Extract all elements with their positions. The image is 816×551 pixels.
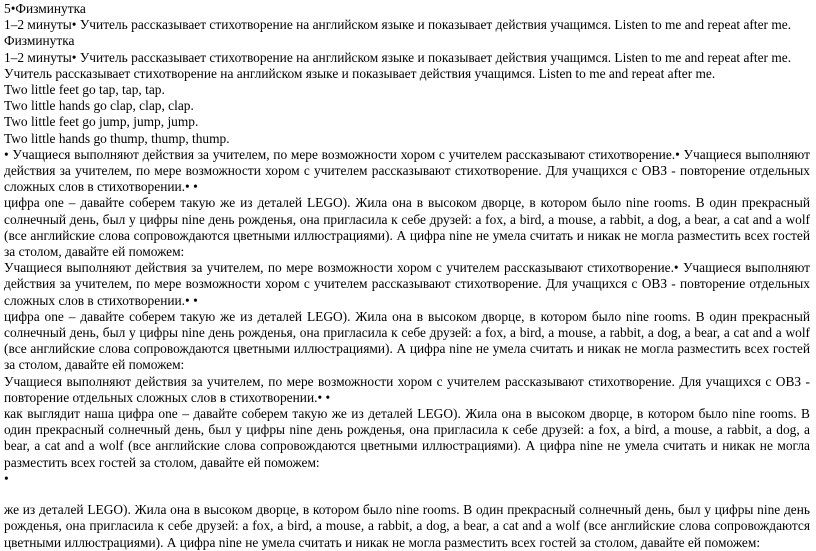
story-paragraph: же из деталей LEGO). Жила она в высоком дворце, в котором было nine rooms. В один прекрасный солнечный день, был у цифры nine день рожденья, она пригласила к себе друзей: a fox, a bird, a mouse, a rabbit, a dog, a bear, a cat and a wolf (все английские слова сопровождаются цветными иллюстрациями). А цифра nine не умела считать и никак не могла разместить всех гостей за столом, давайте ей поможем: <box>4 502 810 550</box>
heading-fizminutka-5: 5•Физминутка <box>4 1 86 16</box>
duration-line: 1–2 минуты• Учитель рассказывает стихотворение на английском языке и показывает действия учащимся. Listen to me and repeat after me. <box>4 17 792 33</box>
teacher-instruction: Учитель рассказывает стихотворение на английском языке и показывает действия учащимся. Listen to me and repeat after me. <box>4 65 716 81</box>
poem-line: Two little feet go tap, tap, tap. <box>4 82 165 98</box>
story-paragraph: цифра one – давайте соберем такую же из деталей LEGO). Жила она в высоком дворце, в котором было nine rooms. В один прекрасный солнечный день, был у цифры nine день рожденья, она пригласила к себе друзей: a fox, a bird, a mouse, a rabbit, a dog, a bear, a cat and a wolf (все английские слова сопровождаются цветными иллюстрациями). А цифра nine не умела считать и никак не могла разместить всех гостей за столом, давайте ей поможем: <box>4 195 810 260</box>
bullet-marker: • <box>4 470 9 486</box>
heading-fizminutka: Физминутка <box>4 33 75 49</box>
poem-line: Two little feet go jump, jump, jump. <box>4 114 199 130</box>
story-paragraph: цифра one – давайте соберем такую же из деталей LEGO). Жила она в высоком дворце, в котором было nine rooms. В один прекрасный солнечный день, был у цифры nine день рожденья, она пригласила к себе друзей: a fox, a bird, a mouse, a rabbit, a dog, a bear, a cat and a wolf (все английские слова сопровождаются цветными иллюстрациями). А цифра nine не умела считать и никак не могла разместить всех гостей за столом, давайте ей поможем: <box>4 308 810 373</box>
poem-line: Two little hands go clap, clap, clap. <box>4 98 194 114</box>
students-paragraph: Учащиеся выполняют действия за учителем, по мере возможности хором с учителем рассказывают стихотворение.• Учащиеся выполняют действия за учителем, по мере возможности хором с учителем рассказывают стихотворение. Для учащихся с ОВЗ - повторение отдельных сложных слов в стихотворении.• • <box>4 260 810 308</box>
students-paragraph: • Учащиеся выполняют действия за учителем, по мере возможности хором с учителем рассказывают стихотворение.• Учащиеся выполняют действия за учителем, по мере возможности хором с учителем рассказывают стихотворение. Для учащихся с ОВЗ - повторение отдельных сложных слов в стихотворении.• • <box>4 146 810 195</box>
students-paragraph: Учащиеся выполняют действия за учителем, по мере возможности хором с учителем рассказывают стихотворение. Для учащихся с ОВЗ - повторение отдельных сложных слов в стихотворении.• • <box>4 373 810 405</box>
story-paragraph: как выглядит наша цифра one – давайте соберем такую же из деталей LEGO). Жила она в высоком дворце, в котором было nine rooms. В один прекрасный солнечный день, был у цифры nine день рожденья, она пригласила к себе друзей: a fox, a bird, a mouse, a rabbit, a dog, a bear, a cat and a wolf (все английские слова сопровождаются цветными иллюстрациями). А цифра nine не умела считать и никак не могла разместить всех гостей за столом, давайте ей поможем: <box>4 406 810 470</box>
poem-line: Two little hands go thump, thump, thump. <box>4 130 230 146</box>
spacer <box>4 487 810 502</box>
duration-line-repeat: 1–2 минуты• Учитель рассказывает стихотворение на английском языке и показывает действия учащимся. Listen to me and repeat after me. <box>4 49 792 65</box>
